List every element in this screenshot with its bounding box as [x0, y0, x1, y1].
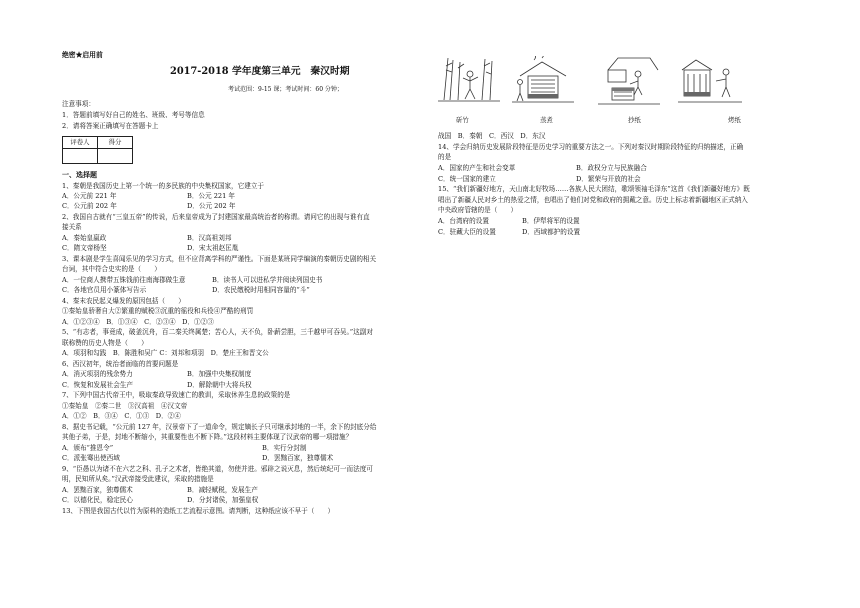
- figure-caption: 斫竹: [456, 116, 469, 124]
- q9-option-c[interactable]: C．以德化民，稳定民心: [62, 496, 133, 504]
- question-8-stem: 其他子弟，于是，封地不断缩小，其重要性也不断下降。”这段材料主要体现了汉武帝的哪一项措施？: [62, 433, 353, 441]
- q14-option-a[interactable]: A．国家的产生和社会变革: [438, 164, 516, 172]
- q9-option-a[interactable]: A．罢黜百家，独尊儒术: [62, 486, 133, 494]
- q2-option-a[interactable]: A．秦始皇嬴政: [62, 234, 107, 242]
- question-4-stem: 4、秦末农民起义爆发的原因包括（ ）: [62, 297, 185, 305]
- figure-caption: 烤纸: [728, 116, 741, 124]
- question-3-stem: 台词，其中符合史实的是（ ）: [62, 265, 161, 273]
- q2-option-c[interactable]: C．隋文帝杨坚: [62, 244, 107, 252]
- q8-option-c[interactable]: C．派张骞出使西域: [62, 454, 120, 462]
- question-7-items: ①秦始皇 ②秦二世 ③汉高祖 ④汉文帝: [62, 402, 188, 410]
- note-item: 2．请将答案正确填写在答题卡上: [62, 122, 159, 130]
- q14-option-d[interactable]: D．繁荣与开放的社会: [576, 175, 641, 183]
- q3-option-c[interactable]: C．各地官员用小篆体写告示: [62, 286, 147, 294]
- score-table-header-grader: 评卷人: [63, 137, 98, 149]
- drying-paper-illustration: [678, 56, 742, 106]
- question-15-stem: 15、“我们新疆好地方，天山南北好牧场……各族人民大团结，歌颂领袖毛泽东”这首《我们新疆好地方》既: [438, 185, 750, 193]
- q9-option-b[interactable]: B．减轻赋税，发展生产: [187, 486, 258, 494]
- confidential-mark: 绝密★启用前: [62, 51, 103, 59]
- score-table-cell[interactable]: [98, 149, 133, 164]
- q1-option-c[interactable]: C．公元前 202 年: [62, 202, 117, 210]
- question-7-stem: 7、下列中国古代帝王中，吸取秦政导致速亡的教训，采取休养生息的政策的是: [62, 391, 291, 399]
- figure-caption: 蒸煮: [540, 116, 553, 124]
- question-14-stem: 的是: [438, 153, 452, 161]
- papermaking-figure: [438, 56, 810, 122]
- question-9-stem: 9、“臣愚以为诸不在六艺之科、孔子之术者，皆绝其道，勿使并进。邪辟之说灭息，然后统纪可一而法度可: [62, 465, 373, 473]
- q1-option-b[interactable]: B．公元 221 年: [187, 192, 235, 200]
- q5-options[interactable]: A．项羽和勾践 B．陈胜和吴广 C：刘邦和项羽 D．楚庄王和晋文公: [62, 349, 269, 357]
- question-2-stem: 2、我国自古就有“三皇五帝”的传说，后来皇帝成为了封建国家最高统治者的称谓。请问它的出现与谁有直: [62, 213, 370, 221]
- exam-info: 考试范围：9-15 课；考试时间：60 分钟；: [228, 86, 343, 93]
- q6-option-d[interactable]: D．解除朝中大将兵权: [187, 381, 252, 389]
- q8-option-b[interactable]: B．实行分封制: [262, 444, 307, 452]
- score-table-cell[interactable]: [63, 149, 98, 164]
- figure-caption: 抄纸: [628, 116, 641, 124]
- notes-heading: 注意事项：: [62, 100, 95, 108]
- section-heading: 一、选择题: [62, 170, 97, 179]
- question-15-stem: 唱出了新疆人民对乡土的热爱之情，也唱出了他们对党和政府的拥戴之意。历史上标志着新疆地区正式纳入: [438, 196, 748, 204]
- q8-option-d[interactable]: D．罢黜百家，独尊儒术: [262, 454, 334, 462]
- q13-options[interactable]: 战国 B．秦朝 C．西汉 D．东汉: [438, 132, 546, 140]
- question-6-stem: 6、西汉初年，统治者面临的首要问题是: [62, 360, 179, 368]
- cutting-bamboo-illustration: [438, 56, 500, 104]
- question-5-stem: 5、“有志者，事竟成，破釜沉舟，百二秦关终属楚；苦心人，天不负，卧薪尝胆，三千越甲可吞吴。”这副对: [62, 328, 373, 336]
- question-4-items: ①秦始皇骄奢自大②繁重的赋税③沉重的徭役和兵役④严酷的刑罚: [62, 307, 254, 315]
- exam-title: 2017-2018 学年度第三单元 秦汉时期: [170, 66, 350, 77]
- q14-option-b[interactable]: B．政权分立与民族融合: [576, 164, 647, 172]
- question-15-stem: 中央政府管辖的是（ ）: [438, 206, 518, 214]
- score-table-header-score: 得分: [98, 137, 133, 149]
- note-item: 1．答题前填写好自己的姓名、班级、考号等信息: [62, 111, 205, 119]
- q14-option-c[interactable]: C．统一国家的建立: [438, 175, 496, 183]
- q6-option-c[interactable]: C．恢复和发展社会生产: [62, 381, 133, 389]
- question-14-stem: 14、学会归纳历史发展阶段特征是历史学习的重要方法之一。下列对秦汉时期阶段特征的归纳描述，正确: [438, 143, 744, 151]
- question-2-stem: 接关系: [62, 223, 82, 231]
- question-9-stem: 明，民知所从矣。”汉武帝接受此建议，采取的措施是: [62, 475, 214, 483]
- scooping-paper-illustration: [598, 56, 660, 108]
- q1-option-d[interactable]: D．公元 202 年: [187, 202, 236, 210]
- score-table: [62, 136, 133, 164]
- question-3-stem: 3、课本剧是学生喜闻乐见的学习方式，但不应背离学科的严谨性。下面是某班同学编演的秦朝历史剧的相关: [62, 255, 377, 263]
- q2-option-d[interactable]: D．宋太祖赵匡胤: [187, 244, 239, 252]
- q15-option-d[interactable]: D．西域都护的设置: [522, 228, 581, 236]
- q6-option-b[interactable]: B．加强中央集权制度: [187, 370, 252, 378]
- q15-option-b[interactable]: B．伊犁将军的设置: [522, 217, 580, 225]
- q15-option-a[interactable]: A．台湾府的设置: [438, 217, 489, 225]
- q7-options[interactable]: A．①② B．③④ C．①③ D．②④: [62, 412, 181, 420]
- q6-option-a[interactable]: A．消灭项羽的残余势力: [62, 370, 133, 378]
- question-5-stem: 联称赞的历史人物是（ ）: [62, 339, 148, 347]
- question-1-stem: 1、秦朝是我国历史上第一个统一的多民族的中央集权国家，它建立于: [62, 182, 265, 190]
- q15-option-c[interactable]: C．驻藏大臣的设置: [438, 228, 496, 236]
- q3-option-a[interactable]: A．一位商人携带五铢钱前往南海郡做生意: [62, 276, 186, 284]
- q4-options[interactable]: A．①②③④ B．①③④ C．②③④ D．①②③: [62, 318, 214, 326]
- question-13-stem: 13、下图是我国古代以竹为原料的造纸工艺流程示意图。请判断，这种纸应该不早于（ ）: [62, 507, 335, 515]
- question-8-stem: 8、据史书记载，“公元前 127 年，汉景帝下了一道命令，规定嫡长子只可继承封地的一半，余下的封底分给: [62, 423, 377, 431]
- q2-option-b[interactable]: B．汉高祖刘邦: [187, 234, 232, 242]
- q3-option-b[interactable]: B．读书人可以进私学并阅读列国史书: [212, 276, 323, 284]
- q1-option-a[interactable]: A．公元前 221 年: [62, 192, 117, 200]
- q3-option-d[interactable]: D．农民缴税时用相同容量的“斗”: [212, 286, 310, 294]
- q9-option-d[interactable]: D．分封诸侯，加强皇权: [187, 496, 259, 504]
- q8-option-a[interactable]: A．颁布“推恩令”: [62, 444, 114, 452]
- steaming-illustration: [512, 56, 574, 106]
